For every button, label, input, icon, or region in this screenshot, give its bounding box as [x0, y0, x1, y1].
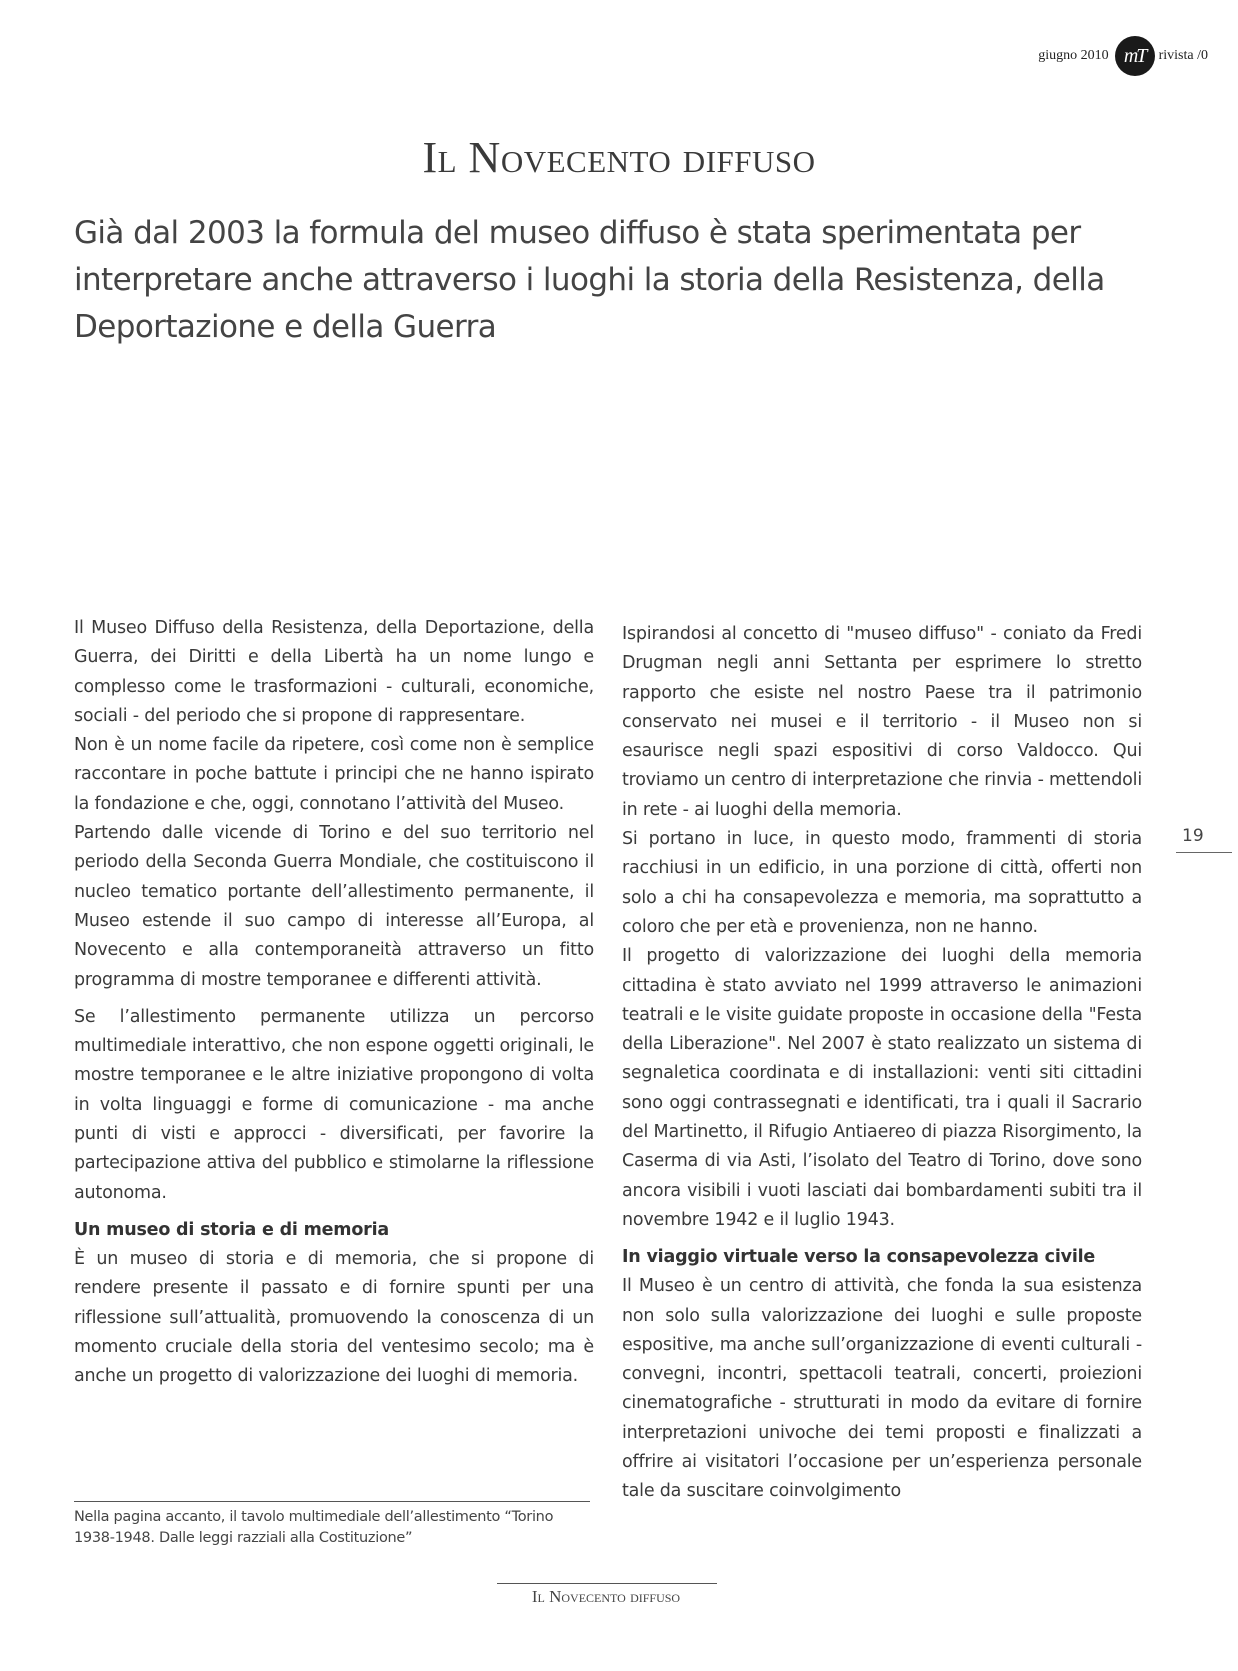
paragraph: Si portano in luce, in questo modo, frammenti di storia racchiusi in un edificio, in una porzione di città, offerti non solo a chi ha consapevolezza e memoria, ma soprattutto a coloro che per età e provenienza, non ne hanno. [622, 829, 1142, 937]
page-number: 19 [1182, 826, 1204, 846]
caption-divider [74, 1501, 590, 1502]
magazine-logo: mT [1115, 36, 1155, 76]
page-number-rule [1176, 852, 1232, 853]
paragraph: Il Museo è un centro di attività, che fonda la sua esistenza non solo sulla valorizzazione dei luoghi e sulle proposte espositive, ma anche sull’organizzazione di eventi culturali - convegni, incontri, spettacoli teatrali, concerti, proiezioni cinematografiche - strutturati in modo da evitare di fornire interpretazioni univoche dei temi proposti e finalizzati a offrire ai visitatori l’occasione per un’esperienza personale tale da suscitare coinvolgimento [622, 1276, 1142, 1502]
section-heading: Un museo di storia e di memoria [74, 1219, 389, 1240]
page-header [1038, 34, 1208, 78]
magazine-issue: rivista /0 [1158, 48, 1208, 63]
paragraph: Il progetto di valorizzazione dei luoghi della memoria cittadina è stato avviato nel 1999 attraverso le animazioni teatrali e le visite guidate proposte in occasione della "Festa della Liberazione". Nel 2007 è stato realizzato un sistema di segnaletica coordinata e di installazioni: venti siti cittadini sono oggi contrassegnati e identificati, tra i quali il Sacrario del Martinetto, il Rifugio Antiaereo di piazza Risorgimento, la Caserma di via Asti, l’isolato del Teatro di Torino, dove sono ancora visibili i vuoti lasciati dai bombardamenti subiti tra il novembre 1942 e il luglio 1943. [622, 946, 1142, 1230]
running-footer: Il Novecento diffuso [531, 1587, 681, 1606]
image-caption: Nella pagina accanto, il tavolo multimediale dell’allestimento “Torino 1938-1948. Dalle leggi razziali alla Costituzione” [74, 1509, 554, 1546]
issue-date: giugno 2010 [1038, 48, 1109, 63]
paragraph: Non è un nome facile da ripetere, così come non è semplice raccontare in poche battute i principi che ne hanno ispirato la fondazione e che, oggi, connotano l’attività del Museo. [74, 735, 594, 814]
article-subtitle: Già dal 2003 la formula del museo diffuso è stata sperimentata per interpretare anche attraverso i luoghi la storia della Resistenza, della Deportazione e della Guerra [74, 215, 1105, 345]
paragraph: Ispirandosi al concetto di "museo diffuso" - coniato da Fredi Drugman negli anni Settanta per esprimere lo stretto rapporto che esiste nel nostro Paese tra il patrimonio conservato nei musei e il territorio - il Museo non si esaurisce negli spazi espositivi di corso Valdocco. Qui troviamo un centro di interpretazione che rinvia - mettendoli in rete - ai luoghi della memoria. [622, 624, 1142, 820]
article-title: Il Novecento diffuso [422, 133, 816, 182]
text-column-left [74, 614, 594, 1391]
paragraph: Il Museo Diffuso della Resistenza, della Deportazione, della Guerra, dei Diritti e della Libertà ha un nome lungo e complesso come le trasformazioni - culturali, economiche, sociali - del periodo che si propone di rappresentare. [74, 618, 594, 726]
paragraph: È un museo di storia e di memoria, che si propone di rendere presente il passato e di fornire spunti per una riflessione sull’attualità, promuovendo la conoscenza di un momento cruciale della storia del ventesimo secolo; ma è anche un progetto di valorizzazione dei luoghi di memoria. [74, 1248, 594, 1387]
text-column-right [622, 620, 1142, 1507]
section-heading: In viaggio virtuale verso la consapevolezza civile [622, 1247, 1096, 1268]
footer-divider [497, 1583, 717, 1584]
paragraph: Se l’allestimento permanente utilizza un percorso multimediale interattivo, che non espone oggetti originali, le mostre temporanee e le altre iniziative propongono di volta in volta linguaggi e forme di comunicazione - ma anche punti di visti e approcci - diversificati, per favorire la partecipazione attiva del pubblico e stimolarne la riflessione autonoma. [74, 1006, 594, 1203]
paragraph: Partendo dalle vicende di Torino e del suo territorio nel periodo della Seconda Guerra Mondiale, che costituiscono il nucleo tematico portante dell’allestimento permanente, il Museo estende il suo campo di interesse all’Europa, al Novecento e alla contemporaneità attraverso un fitto programma di mostre temporanee e differenti attività. [74, 823, 594, 990]
